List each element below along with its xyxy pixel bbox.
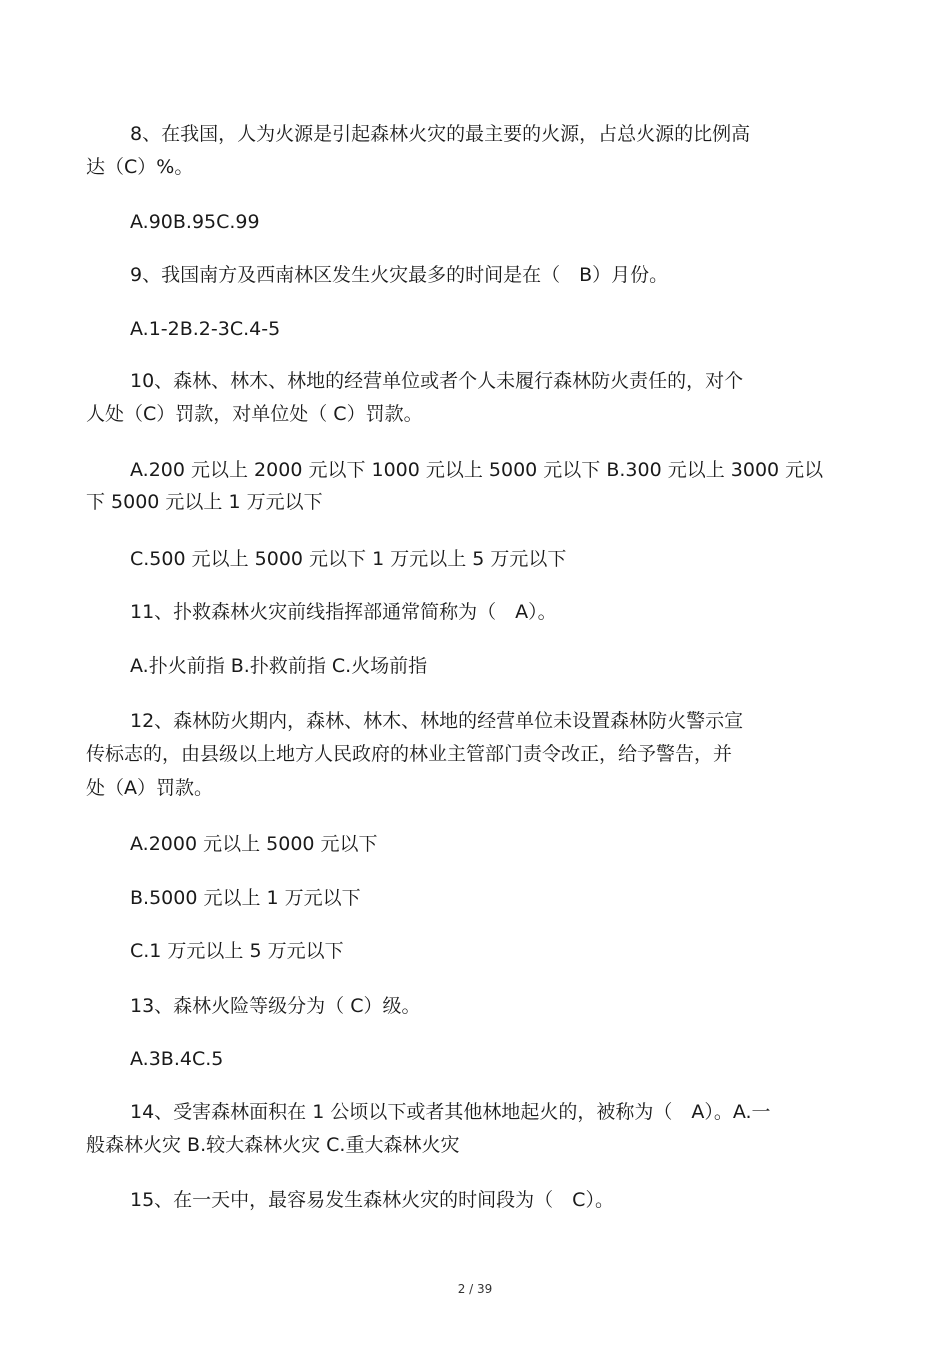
text-line: A.扑火前指 B.扑救前指 C.火场前指 <box>130 655 428 677</box>
text-line: A.2000 元以上 5000 元以下 <box>130 833 378 855</box>
text-line: 8、在我国，人为火源是引起森林火灾的最主要的火源，占总火源的比例高 <box>130 123 751 145</box>
text-line: 9、我国南方及西南林区发生火灾最多的时间是在（ B）月份。 <box>130 264 669 286</box>
text-line: 13、森林火险等级分为（ C）级。 <box>130 995 421 1017</box>
text-line: A.3B.4C.5 <box>130 1048 224 1070</box>
text-line: A.200 元以上 2000 元以下 1000 元以上 5000 元以下 B.300 元以上 3000 元以 <box>130 459 824 481</box>
text-line: C.1 万元以上 5 万元以下 <box>130 940 344 962</box>
text-line: 传标志的，由县级以上地方人民政府的林业主管部门责令改正，给予警告，并 <box>86 743 733 765</box>
text-line: 处（A）罚款。 <box>86 777 213 799</box>
text-line: 人处（C）罚款，对单位处（ C）罚款。 <box>86 403 423 425</box>
text-line: 般森林火灾 B.较大森林火灾 C.重大森林火灾 <box>86 1134 460 1156</box>
text-line: 12、森林防火期内，森林、林木、林地的经营单位未设置森林防火警示宣 <box>130 710 744 732</box>
text-line: C.500 元以上 5000 元以下 1 万元以上 5 万元以下 <box>130 548 567 570</box>
text-line: 达（C）%。 <box>86 156 194 178</box>
text-line: 11、扑救森林火灾前线指挥部通常简称为（ A）。 <box>130 601 557 623</box>
text-line: 14、受害森林面积在 1 公顷以下或者其他林地起火的，被称为（ A）。A.一 <box>130 1101 771 1123</box>
text-line: 15、在一天中，最容易发生森林火灾的时间段为（ C）。 <box>130 1189 614 1211</box>
text-line: A.90B.95C.99 <box>130 211 260 233</box>
text-line: 10、森林、林木、林地的经营单位或者个人未履行森林防火责任的，对个 <box>130 370 744 392</box>
page-number: 2 / 39 <box>457 1282 493 1296</box>
text-line: 下 5000 元以上 1 万元以下 <box>86 491 323 513</box>
text-line: B.5000 元以上 1 万元以下 <box>130 887 361 909</box>
text-line: A.1-2B.2-3C.4-5 <box>130 318 281 340</box>
